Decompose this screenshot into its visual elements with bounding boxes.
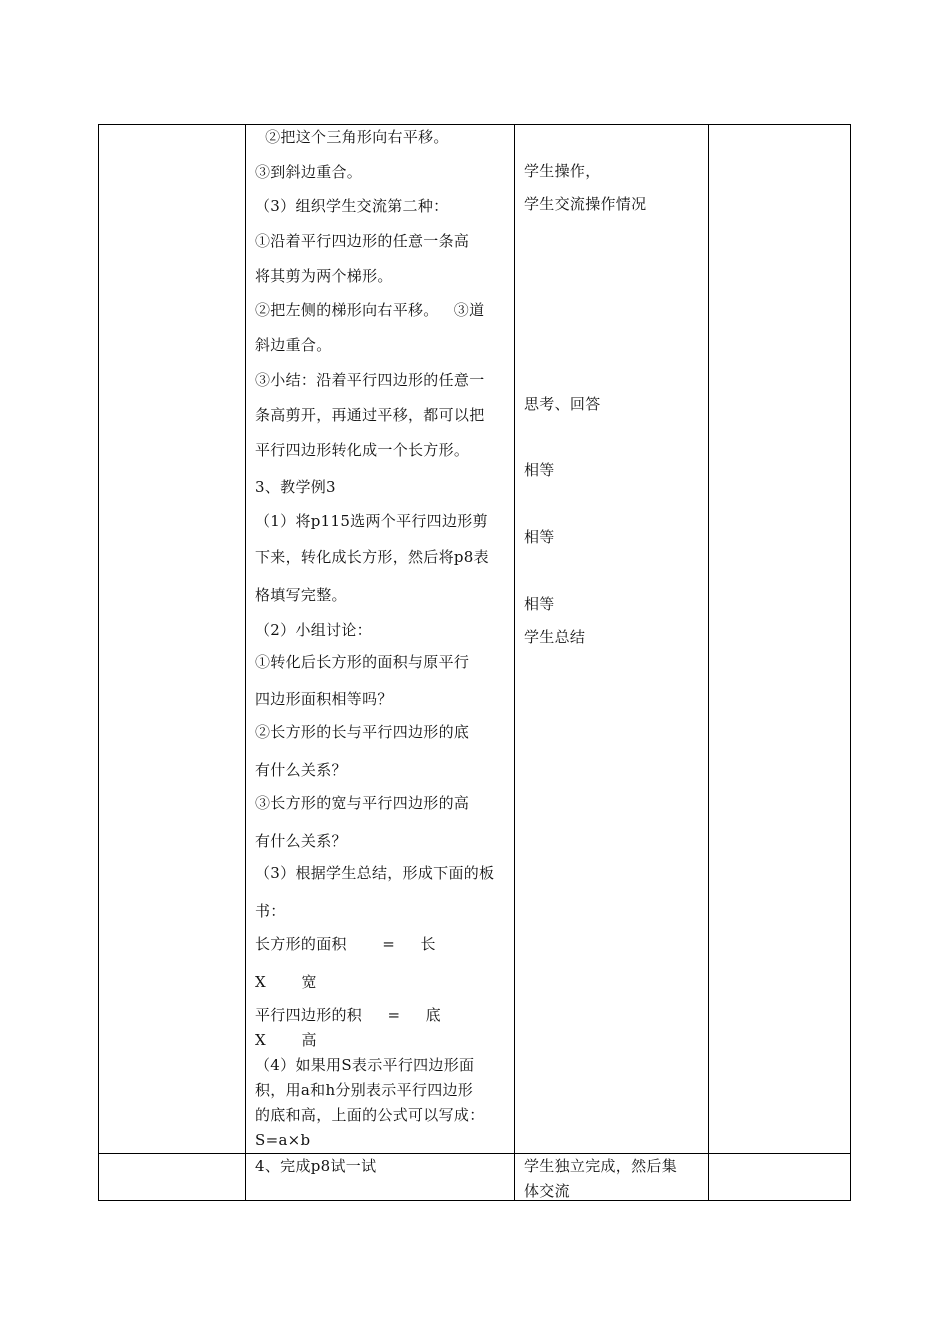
text-line: （4）如果用S表示平行四边形面 — [255, 1056, 475, 1074]
text-line: 思考、回答 — [524, 395, 601, 413]
text-line: 平行四边形的积 = 底 — [255, 1006, 441, 1024]
text-line: ③小结：沿着平行四边形的任意一 — [255, 371, 485, 389]
text-line: ③长方形的宽与平行四边形的高 — [255, 794, 470, 812]
text-line: 相等 — [524, 595, 555, 613]
text-line: X 宽 — [255, 973, 317, 991]
text-line: 平行四边形转化成一个长方形。 — [255, 441, 470, 459]
text-line: 条高剪开，再通过平移，都可以把 — [255, 406, 485, 424]
text-line: 的底和高，上面的公式可以写成： — [255, 1106, 485, 1124]
column-divider — [245, 125, 246, 1200]
text-line: X 高 — [255, 1031, 317, 1049]
text-line: 积，用a和h分别表示平行四边形 — [255, 1081, 474, 1099]
text-line: 有什么关系？ — [255, 761, 347, 779]
text-line: ②长方形的长与平行四边形的底 — [255, 723, 470, 741]
text-line: 相等 — [524, 461, 555, 479]
text-line: 相等 — [524, 528, 555, 546]
text-line: S=a×b — [255, 1131, 311, 1149]
text-line: 学生交流操作情况 — [524, 195, 647, 213]
text-line: ①沿着平行四边形的任意一条高 — [255, 232, 470, 250]
row-divider — [99, 1153, 850, 1154]
text-line: 将其剪为两个梯形。 — [255, 267, 393, 285]
text-line: 学生操作， — [524, 162, 601, 180]
text-line: 书： — [255, 902, 286, 920]
text-line: （2）小组讨论： — [255, 621, 372, 639]
column-divider — [514, 125, 515, 1200]
text-line: 下来，转化成长方形，然后将p8表 — [255, 548, 489, 566]
text-line: 有什么关系？ — [255, 832, 347, 850]
text-line: 3、教学例3 — [255, 478, 336, 496]
text-line: 斜边重合。 — [255, 336, 332, 354]
column-divider — [708, 125, 709, 1200]
text-line: 格填写完整。 — [255, 586, 347, 604]
text-line: 四边形面积相等吗？ — [255, 690, 393, 708]
text-line: 长方形的面积 = 长 — [255, 935, 436, 953]
text-line: ②把左侧的梯形向右平移。 ③道 — [255, 301, 485, 319]
text-line: （3）根据学生总结，形成下面的板 — [255, 864, 495, 882]
text-line: 4、完成p8试一试 — [255, 1157, 377, 1175]
text-line: 体交流 — [524, 1182, 570, 1200]
text-line: ①转化后长方形的面积与原平行 — [255, 653, 470, 671]
text-line: （1）将p115选两个平行四边形剪 — [255, 512, 488, 530]
lesson-table — [98, 124, 851, 1201]
text-line: 学生总结 — [524, 628, 586, 646]
text-line: （3）组织学生交流第二种： — [255, 197, 449, 215]
text-line: ③到斜边重合。 — [255, 163, 363, 181]
text-line: ②把这个三角形向右平移。 — [255, 128, 449, 146]
text-line: 学生独立完成，然后集 — [524, 1157, 678, 1175]
